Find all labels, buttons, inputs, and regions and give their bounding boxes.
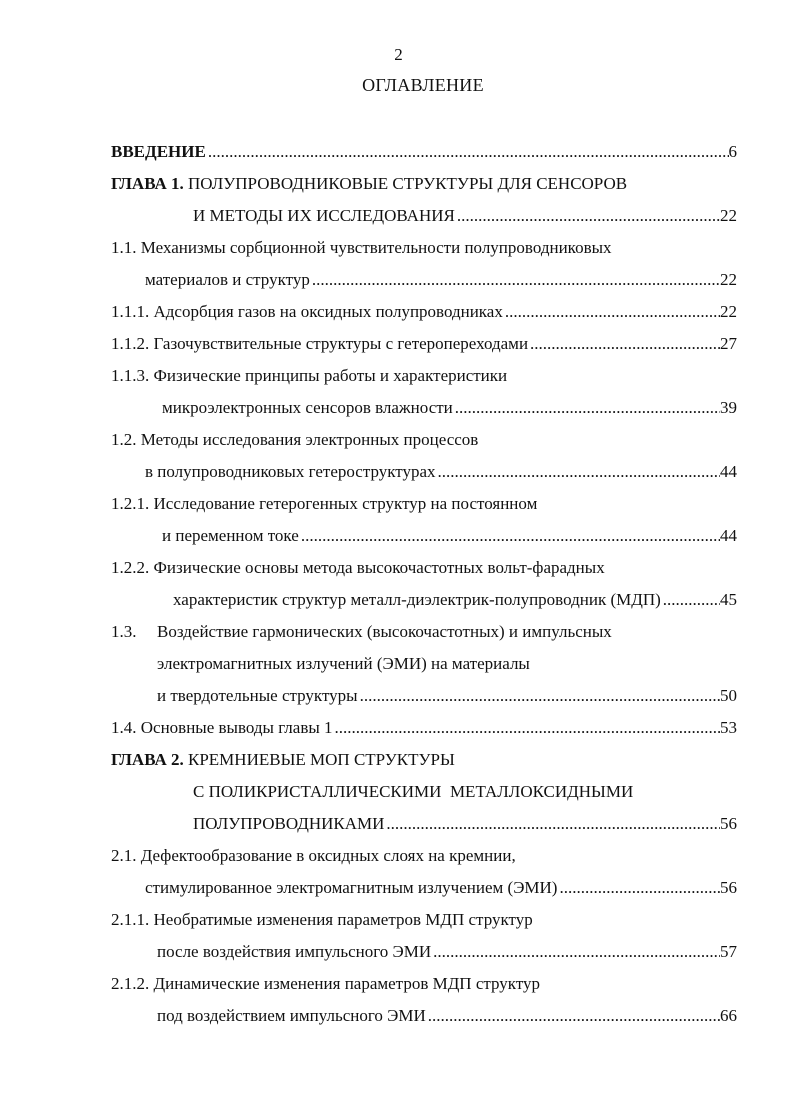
toc-page-number: 66 <box>720 1006 737 1025</box>
dot-leader <box>299 524 720 548</box>
toc-section-1-3-line-2[interactable] <box>157 652 530 676</box>
toc-page-number: 53 <box>720 718 737 737</box>
toc-page-number: 44 <box>720 462 737 481</box>
toc-section-1-3-continuation[interactable] <box>157 684 737 708</box>
toc-section-1-1-3-continuation[interactable] <box>162 396 737 420</box>
toc-section-1-1-1[interactable] <box>111 300 737 324</box>
dot-leader <box>358 684 720 708</box>
toc-section-2-1-continuation[interactable] <box>145 876 737 900</box>
toc-entry-label: стимулированное электромагнитным излучением (ЭМИ) <box>145 878 558 897</box>
toc-entry-label: И МЕТОДЫ ИХ ИССЛЕДОВАНИЯ <box>193 206 455 225</box>
toc-entry-label: в полупроводниковых гетероструктурах <box>145 462 436 481</box>
toc-section-1-3[interactable] <box>111 620 612 644</box>
toc-chapter-2-continuation[interactable] <box>193 812 737 836</box>
toc-section-1-2[interactable] <box>111 428 478 452</box>
toc-section-2-1-1[interactable] <box>111 908 533 932</box>
toc-page-number: 44 <box>720 526 737 545</box>
toc-chapter-1-continuation[interactable] <box>193 204 737 228</box>
toc-page-number: 45 <box>720 590 737 609</box>
toc-entry-label: ПОЛУПРОВОДНИКАМИ <box>193 814 385 833</box>
page-number: 2 <box>394 45 403 64</box>
toc-section-1-2-2[interactable] <box>111 556 605 580</box>
toc-entry-label: 1.1.1. Адсорбция газов на оксидных полупроводниках <box>111 302 503 321</box>
toc-page-number: 50 <box>720 686 737 705</box>
dot-leader <box>333 716 720 740</box>
toc-page-number: 39 <box>720 398 737 417</box>
toc-chapter-2-heading[interactable] <box>111 748 455 772</box>
toc-page-number: 57 <box>720 942 737 961</box>
toc-entry-label: 2.1.1. Необратимые изменения параметров МДП структур <box>111 910 533 929</box>
toc-section-2-1[interactable] <box>111 844 516 868</box>
dot-leader <box>206 140 729 164</box>
toc-entry-label: С ПОЛИКРИСТАЛЛИЧЕСКИМИ МЕТАЛЛОКСИДНЫМИ <box>193 782 634 801</box>
dot-leader <box>310 268 720 292</box>
toc-chapter-1-heading[interactable] <box>111 172 627 196</box>
toc-page-number: 22 <box>720 270 737 289</box>
toc-entry-label: 2.1. Дефектообразование в оксидных слоях на кремнии, <box>111 846 516 865</box>
toc-section-1-2-1-continuation[interactable] <box>162 524 737 548</box>
toc-entry-label: под воздействием импульсного ЭМИ <box>157 1006 426 1025</box>
toc-section-2-1-1-continuation[interactable] <box>157 940 737 964</box>
toc-entry-introduction[interactable] <box>111 140 737 164</box>
dot-leader <box>426 1004 720 1028</box>
toc-entry-label: 2.1.2. Динамические изменения параметров МДП структур <box>111 974 541 993</box>
toc-title: ОГЛАВЛЕНИЕ <box>362 75 484 95</box>
toc-entry-label: ПОЛУПРОВОДНИКОВЫЕ СТРУКТУРЫ ДЛЯ СЕНСОРОВ <box>188 174 628 193</box>
dot-leader <box>436 460 720 484</box>
toc-chapter-prefix: ГЛАВА 2. <box>111 750 184 769</box>
toc-section-1-2-1[interactable] <box>111 492 537 516</box>
toc-section-2-1-2[interactable] <box>111 972 540 996</box>
toc-entry-label: и твердотельные структуры <box>157 686 358 705</box>
toc-page-number: 22 <box>720 206 737 225</box>
toc-entry-label: микроэлектронных сенсоров влажности <box>162 398 453 417</box>
toc-chapter-2-line-2[interactable] <box>193 780 633 804</box>
toc-entry-label: характеристик структур металл-диэлектрик-полупроводник (МДП) <box>173 590 661 609</box>
dot-leader <box>431 940 720 964</box>
toc-section-2-1-2-continuation[interactable] <box>157 1004 737 1028</box>
dot-leader <box>503 300 720 324</box>
toc-page-number: 56 <box>720 814 737 833</box>
toc-entry-label: ВВЕДЕНИЕ <box>111 142 206 161</box>
toc-entry-label: 1.4. Основные выводы главы 1 <box>111 718 333 737</box>
toc-entry-label: электромагнитных излучений (ЭМИ) на материалы <box>157 654 530 673</box>
dot-leader <box>528 332 720 356</box>
toc-entry-label: 1.1.2. Газочувствительные структуры с гетеропереходами <box>111 334 529 353</box>
toc-entry-label: КРЕМНИЕВЫЕ МОП СТРУКТУРЫ <box>188 750 455 769</box>
toc-section-1-4[interactable] <box>111 716 737 740</box>
toc-section-1-1-2[interactable] <box>111 332 737 356</box>
dot-leader <box>661 588 720 612</box>
toc-page-number: 6 <box>728 142 737 161</box>
toc-section-1-2-2-continuation[interactable] <box>173 588 737 612</box>
toc-chapter-prefix: ГЛАВА 1. <box>111 174 184 193</box>
toc-section-1-1[interactable] <box>111 236 612 260</box>
toc-page-number: 56 <box>720 878 737 897</box>
dot-leader <box>455 204 720 228</box>
toc-entry-label: после воздействия импульсного ЭМИ <box>157 942 432 961</box>
toc-entry-label: 1.1. Механизмы сорбционной чувствительности полупроводниковых <box>111 238 612 257</box>
toc-entry-label: 1.2. Методы исследования электронных процессов <box>111 430 479 449</box>
toc-entry-label: материалов и структур <box>145 270 310 289</box>
dot-leader <box>557 876 720 900</box>
toc-entry-label: 1.2.2. Физические основы метода высокочастотных вольт-фарадных <box>111 558 605 577</box>
toc-section-1-1-3[interactable] <box>111 364 507 388</box>
dot-leader <box>384 812 720 836</box>
toc-entry-label: Воздействие гармонических (высокочастотных) и импульсных <box>157 622 612 641</box>
toc-section-number: 1.3. <box>111 622 137 641</box>
toc-entry-label: 1.1.3. Физические принципы работы и характеристики <box>111 366 508 385</box>
dot-leader <box>453 396 720 420</box>
toc-entry-label: и переменном токе <box>162 526 299 545</box>
toc-page-number: 27 <box>720 334 737 353</box>
toc-section-1-1-continuation[interactable] <box>145 268 737 292</box>
toc-page-number: 22 <box>720 302 737 321</box>
toc-section-1-2-continuation[interactable] <box>145 460 737 484</box>
toc-entry-label: 1.2.1. Исследование гетерогенных структур на постоянном <box>111 494 538 513</box>
